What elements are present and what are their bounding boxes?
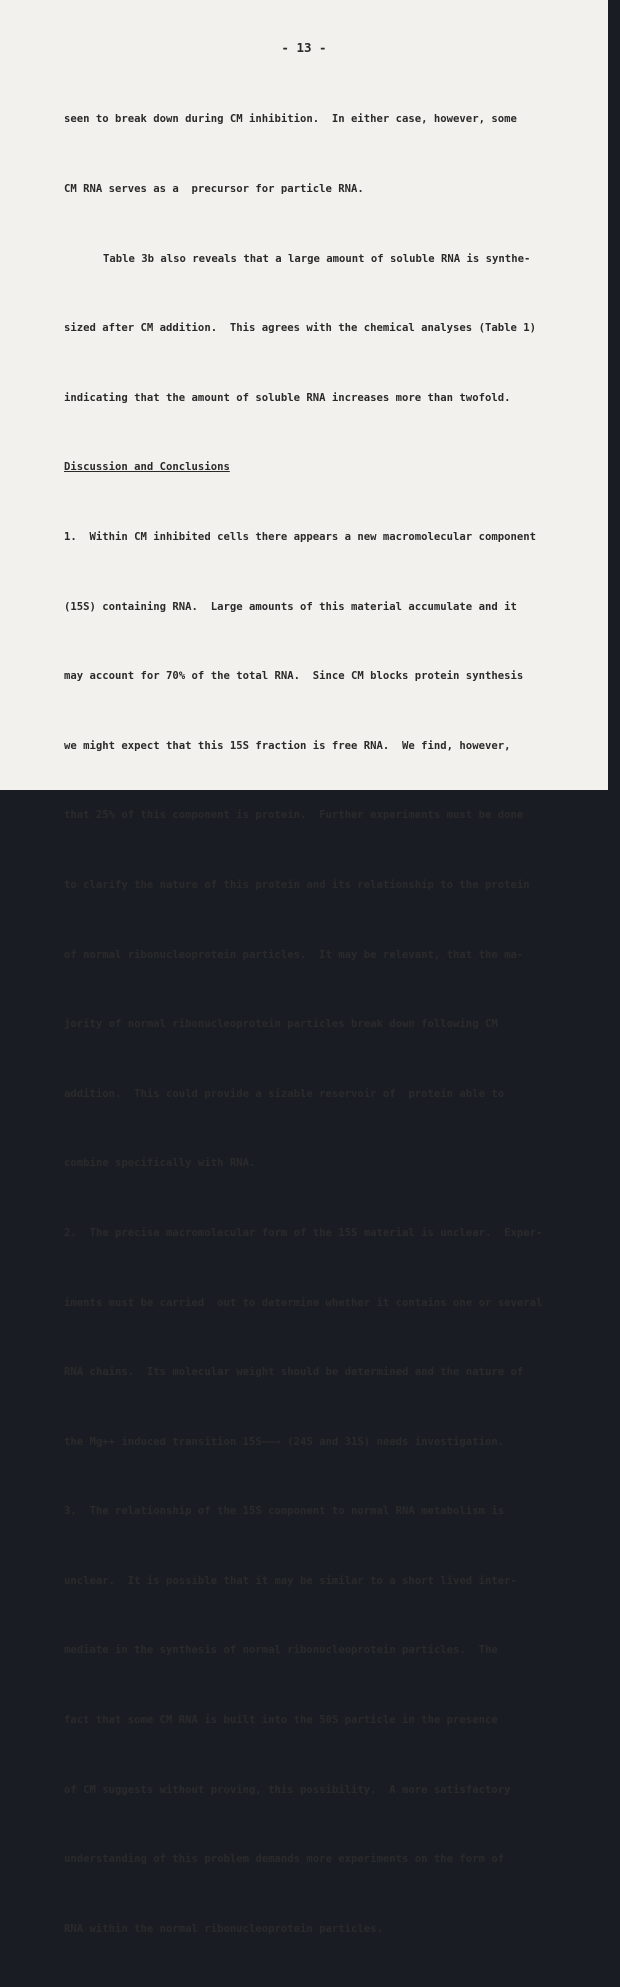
text-line: indicating that the amount of soluble RNA increases more than twofold. xyxy=(64,391,511,404)
text-line: 1. Within CM inhibited cells there appears a new macromolecular component xyxy=(64,530,536,543)
text-line: 3. The relationship of the 15S component to normal RNA metabolism is xyxy=(64,1505,505,1518)
text-line: of CM suggests without proving, this possibility. A more satisfactory xyxy=(64,1783,511,1796)
text-line: mediate in the synthesis of normal ribonucleoprotein particles. The xyxy=(64,1644,498,1657)
text-line: understanding of this problem demands more experiments on the form of xyxy=(64,1853,505,1866)
text-line: the Mg++ induced transition 15S——→ (24S and 31S) needs investigation. xyxy=(64,1435,505,1448)
text-line: we might expect that this 15S fraction is free RNA. We find, however, xyxy=(64,739,511,752)
text-line: seen to break down during CM inhibition. In either case, however, some xyxy=(64,113,517,126)
text-line: 2. The precise macromolecular form of the 15S material is unclear. Exper- xyxy=(64,1226,543,1239)
text-line: RNA within the normal ribonucleoprotein particles. xyxy=(64,1922,383,1935)
text-line: may account for 70% of the total RNA. Since CM blocks protein synthesis xyxy=(64,670,524,683)
text-line: to clarify the nature of this protein and its relationship to the protein xyxy=(64,878,530,891)
text-line: jority of normal ribonucleoprotein particles break down following CM xyxy=(64,1018,498,1031)
section-heading: Discussion and Conclusions xyxy=(64,461,230,474)
text-line: RNA chains. Its molecular weight should be determined and the nature of xyxy=(64,1366,524,1379)
text-line: of normal ribonucleoprotein particles. It may be relevant, that the ma- xyxy=(64,948,524,961)
text-line: combine specifically with RNA. xyxy=(64,1157,256,1170)
text-line: unclear. It is possible that it may be similar to a short lived inter- xyxy=(64,1574,517,1587)
text-line: sized after CM addition. This agrees with the chemical analyses (Table 1) xyxy=(64,322,536,335)
text-line: Table 3b also reveals that a large amount of soluble RNA is synthe- xyxy=(103,252,531,265)
text-line: iments must be carried out to determine whether it contains one or several xyxy=(64,1296,543,1309)
text-line: fact that some CM RNA is built into the 50S particle in the presence xyxy=(64,1714,498,1727)
page-number: - 13 - xyxy=(281,40,327,55)
text-line: addition. This could provide a sizable reservoir of protein able to xyxy=(64,1087,505,1100)
text-line: CM RNA serves as a precursor for particle RNA. xyxy=(64,183,364,195)
text-line: that 25% of this component is protein. Further experiments must be done xyxy=(64,809,524,822)
text-line: (15S) containing RNA. Large amounts of this material accumulate and it xyxy=(64,600,517,613)
body-text xyxy=(64,62,604,1987)
